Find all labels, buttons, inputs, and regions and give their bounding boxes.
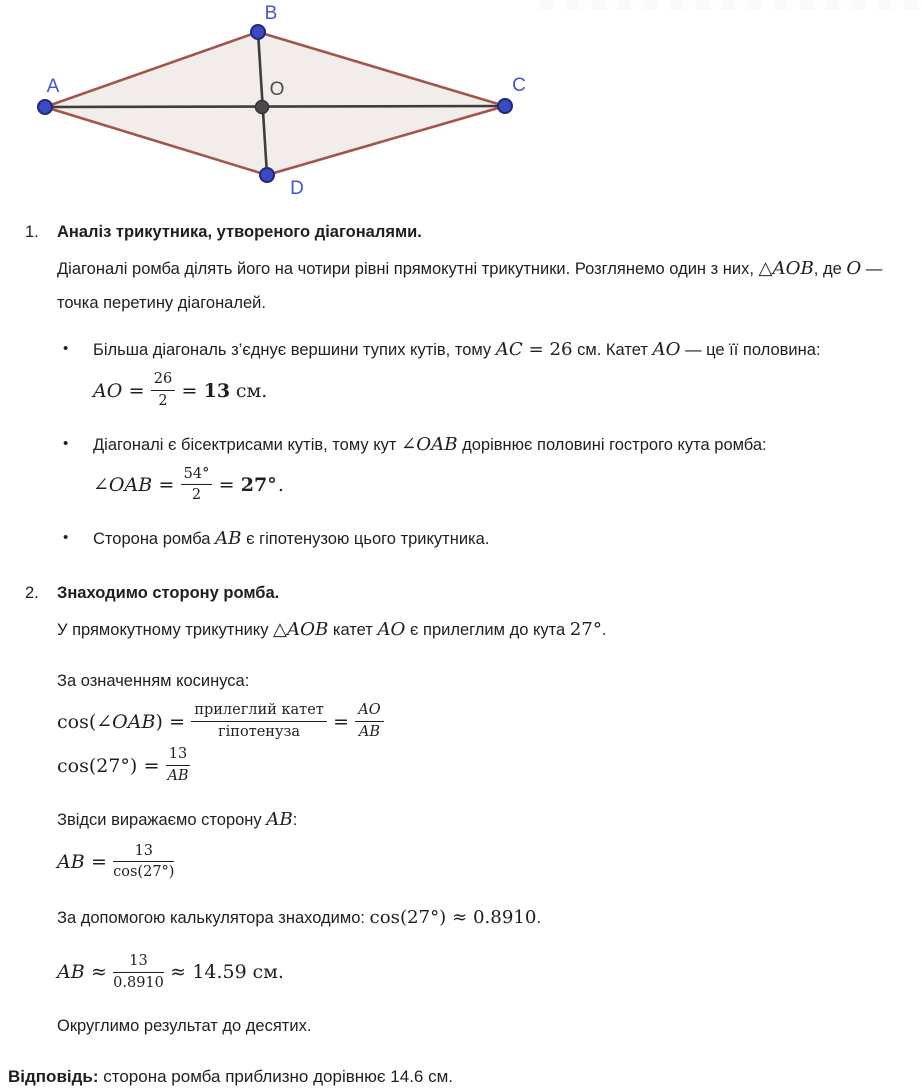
fraction-adjacent-hypotenuse: $\frac{\text{прилеглий катет}}{\text{гіпотенуза}}$ <box>191 701 326 742</box>
eq-abval-result: 14.59 <box>192 961 247 984</box>
eq-oab-equals2: = <box>218 473 235 496</box>
math-o: O <box>846 258 862 279</box>
math-ao-2: AO <box>377 619 406 641</box>
bullet-3 <box>63 521 922 557</box>
point-a <box>38 100 52 114</box>
eq-oab-equals1: = <box>158 473 175 496</box>
label-b: B <box>264 3 278 24</box>
fraction-13-cos27: $\frac{13}{\cos(27^\circ)}$ <box>113 842 175 881</box>
background-artifact <box>540 0 922 10</box>
label-o: O <box>269 79 285 100</box>
bullet-1-text1: Більша діагональ з’єднує вершини тупих кутів, тому <box>93 341 496 360</box>
fraction-54-2: $\frac{54^\circ}{2}$ <box>181 465 213 506</box>
bullet-3-text1: Сторона ромба <box>93 529 216 548</box>
label-d: D <box>290 178 304 199</box>
bullet-3-body <box>93 521 883 557</box>
math-cos27-value: cos(27°) ≈ 0.8910 <box>369 906 537 928</box>
step1-number: 1. <box>25 223 39 241</box>
step2-p1-text3: є прилеглим до кута <box>405 621 570 640</box>
rhombus-figure <box>0 0 560 200</box>
step1-intro <box>57 251 922 320</box>
eq-cosdef-close: ) <box>155 710 163 733</box>
math-ac-value: = 26 <box>522 339 573 361</box>
fraction-13-ab: $\frac{13}{AB}$ <box>167 746 189 785</box>
math-ac: AC <box>495 339 523 361</box>
math-27deg: 27° <box>569 619 602 641</box>
answer-label: Відповідь: <box>8 1067 99 1087</box>
answer-text: сторона ромба приблизно дорівнює 14.6 см. <box>98 1067 454 1087</box>
solution-content <box>0 216 922 1090</box>
step2-p4-text2: . <box>536 908 542 927</box>
fraction-26-2: $\frac{26}{2}$ <box>151 370 175 411</box>
step1-heading <box>25 216 922 249</box>
bullet-2-marker: • <box>63 434 69 452</box>
eq-ao-equals2: = <box>181 379 198 402</box>
point-c <box>498 99 512 113</box>
triangle-symbol: △ <box>758 258 773 279</box>
step2-p3 <box>57 802 922 838</box>
eq-oab-lhs: OAB <box>108 473 153 496</box>
eq-cos27-equals: = <box>143 754 160 777</box>
math-aob-2: AOB <box>287 619 329 641</box>
bullet-1 <box>63 332 922 412</box>
step2-p1 <box>57 612 922 648</box>
label-c: C <box>512 75 526 96</box>
eq-cosdef-arg: OAB <box>112 710 156 733</box>
step2-p3-text1: Звідси виражаємо сторону <box>57 810 267 829</box>
bullet-1-text3: — це її половина: <box>680 341 821 360</box>
eq-cosdef-equals2: = <box>333 710 349 733</box>
rhombus-svg <box>0 0 560 200</box>
eq-ab-lhs: AB <box>57 850 85 873</box>
triangle-symbol-2: △ <box>273 619 287 641</box>
step2-p4-text1: За допомогою калькулятора знаходимо: <box>57 908 370 927</box>
eq-oab-result: 27° <box>240 473 277 496</box>
equation-ab <box>57 840 922 884</box>
eq-cosdef-angle: ∠ <box>96 710 113 733</box>
point-b <box>251 25 265 39</box>
step2-title: Знаходимо сторону ромба. <box>57 584 280 603</box>
eq-abval-unit: см. <box>252 961 284 984</box>
equation-cos-definition <box>57 700 922 744</box>
math-aob: AOB <box>772 258 814 279</box>
eq-cos27-lhs: cos(27°) <box>57 754 138 777</box>
step2-p1-text2: катет <box>328 621 378 640</box>
eq-abval-lhs: AB <box>57 961 85 984</box>
bullet-2-body <box>93 427 883 507</box>
math-ab-2: AB <box>266 808 293 830</box>
eq-ao-result: 13 <box>203 379 231 402</box>
step2-p1-text4: . <box>601 621 607 640</box>
eq-abval-approx2: ≈ <box>170 961 187 984</box>
eq-oab-angle: ∠ <box>93 473 109 496</box>
step2-p3-text2: : <box>292 810 298 829</box>
eq-ab-equals: = <box>90 850 107 873</box>
answer-line <box>8 1063 922 1090</box>
diagonal-ac <box>45 106 505 107</box>
eq-ao-equals1: = <box>128 379 145 402</box>
equation-oab <box>93 463 883 507</box>
eq-cosdef-fn: cos( <box>57 710 97 733</box>
rhombus-fill <box>45 32 505 175</box>
step1-intro-text2: , де <box>813 260 847 278</box>
bullet-1-marker: • <box>63 340 69 358</box>
step2-p2: За означенням косинуса: <box>57 671 250 690</box>
label-a: A <box>46 76 60 97</box>
step2-p5: Округлимо результат до десятих. <box>57 1017 312 1036</box>
bullet-2-text1: Діагоналі є бісектрисами кутів, тому кут <box>93 435 402 454</box>
eq-oab-period: . <box>277 473 284 496</box>
point-d <box>260 168 274 182</box>
step2-number: 2. <box>25 584 39 603</box>
math-oab: OAB <box>416 433 458 455</box>
eq-abval-approx1: ≈ <box>90 961 107 984</box>
step1-intro-text3: — точка перетину діагоналей. <box>57 260 883 313</box>
bullet-1-body <box>93 332 883 412</box>
angle-symbol: ∠ <box>401 433 417 455</box>
fraction-13-08910: $\frac{13}{0.8910}$ <box>113 952 164 991</box>
bullet-3-text2: є гіпотенузою цього трикутника. <box>241 529 490 548</box>
equation-ao <box>93 369 883 413</box>
bullet-2-text2: дорівнює половині гострого кута ромба: <box>457 435 767 454</box>
step1-intro-text1: Діагоналі ромба ділять його на чотири рівні прямокутні трикутники. Розглянемо один з них, <box>57 260 759 278</box>
eq-ao-unit: см. <box>235 379 268 402</box>
point-o <box>256 101 269 114</box>
math-ao: AO <box>652 339 681 361</box>
bullet-1-text2: см. Катет <box>572 341 653 360</box>
step2-p1-text1: У прямокутному трикутнику <box>57 621 274 640</box>
fraction-ao-ab: $\frac{AO}{AB}$ <box>355 701 383 742</box>
bullet-2 <box>63 427 922 507</box>
step1-title: Аналіз трикутника, утвореного діагоналями. <box>57 223 422 241</box>
equation-ab-value <box>57 950 922 994</box>
step2-heading <box>25 577 922 610</box>
eq-cosdef-equals1: = <box>169 710 186 733</box>
eq-ao-lhs: AO <box>93 379 123 402</box>
bullet-3-marker: • <box>63 528 69 546</box>
step2-p4 <box>57 900 922 936</box>
math-ab: AB <box>215 527 242 549</box>
equation-cos-27 <box>57 744 922 788</box>
